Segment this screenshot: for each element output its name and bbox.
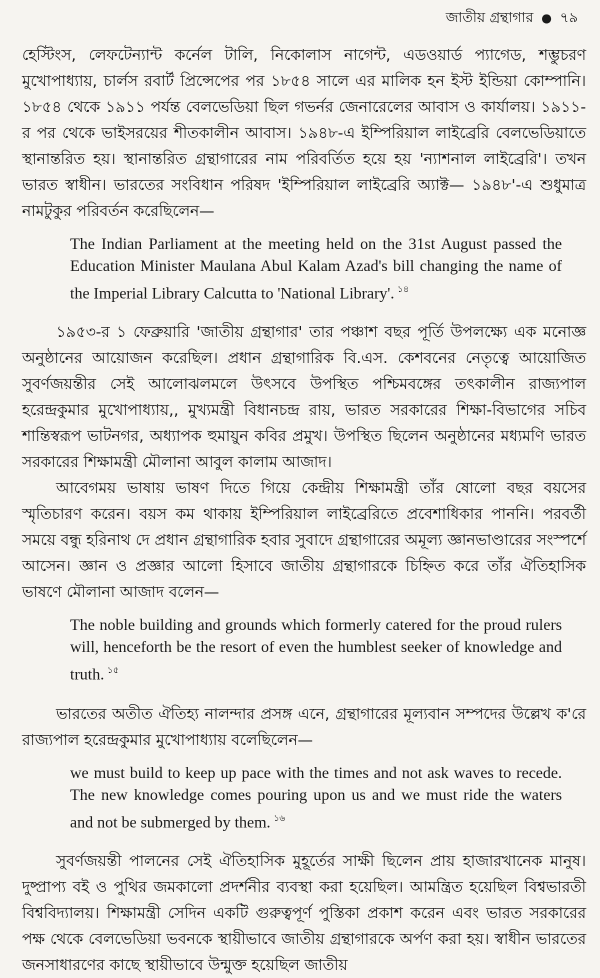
quote-governor — [70, 763, 562, 834]
quote-azad — [70, 615, 562, 686]
footnote-ref: ১৪ — [397, 284, 409, 294]
running-header — [446, 6, 578, 30]
paragraph-history: হেস্টিংস, লেফটেন্যান্ট কর্নেল টালি, নিকোলাস নাগেন্ট, এডওয়ার্ড প্যাগেড, শম্ভুচরণ মুখোপাধ্যায়, চার্লস রবার্ট প্রিন্সেপের পর ১৮৫৪ সালে এর মালিক হন ইস্ট ইন্ডিয়া কোম্পানি। ১৮৫৪ থেকে ১৯১১ পর্যন্ত বেলভেডিয়া ছিল গভর্নর জেনারেলের আবাস ও কার্যালয়। ১৯১১-র পর থেকে ভাইসরয়ের শীতকালীন আবাস। ১৯৪৮-এ ইম্পিরিয়াল লাইব্রেরি বেলভেডিয়াতে স্থানান্তরিত হয়। স্থানান্তরিত গ্রন্থাগারের নাম পরিবর্তিত হয়ে হয় 'ন্যাশনাল লাইব্রেরি'। তখন ভারত স্বাধীন। ভারতের সংবিধান পরিষদ 'ইম্পিরিয়াল লাইব্রেরি অ্যাক্ট— ১৯৪৮'-এ শুধুমাত্র নামটুকুর পরিবর্তন করেছিলেন— — [22, 46, 586, 220]
paragraph-speech: আবেগময় ভাষায় ভাষণ দিতে গিয়ে কেন্দ্রীয় শিক্ষামন্ত্রী তাঁর ষোলো বছর বয়সের স্মৃতিচারণ করেন। বয়স কম থাকায় ইম্পিরিয়াল লাইব্রেরিতে প্রবেশাধিকার পাননি। পরবর্তী সময়ে বন্ধু হরিনাথ দে প্রধান গ্রন্থাগারিক হবার সুবাদে গ্রন্থাগারের অমূল্য জ্ঞানভাণ্ডারের সংস্পর্শে আসেন। জ্ঞান ও প্রজ্ঞার আলো হিসাবে জাতীয় গ্রন্থাগারকে চিহ্নিত করে তাঁর ঐতিহাসিক ভাষণে মৌলানা আজাদ বলেন— — [22, 479, 586, 602]
paragraph-golden-jubilee: ১৯৫৩-র ১ ফেব্রুয়ারি 'জাতীয় গ্রন্থাগার' তার পঞ্চাশ বছর পূর্তি উপলক্ষ্যে এক মনোজ্ঞ অনুষ্ঠানের আয়োজন করেছিল। প্রধান গ্রন্থাগারিক বি.এস. কেশবনের নেতৃত্বে আয়োজিত সুবর্ণজয়ন্তীর সেই আলোঝলমলে উৎসবে উপস্থিত পশ্চিমবঙ্গের তৎকালীন রাজ্যপাল হরেন্দ্রকুমার মুখোপাধ্যায়,, মুখ্যমন্ত্রী বিধানচন্দ্র রায়, ভারত সরকারের শিক্ষা-বিভাগের সচিব শান্তিস্বরূপ ভাটনগর, অধ্যাপক হুমায়ুন কবির প্রমুখ। উপস্থিত ছিলেন অনুষ্ঠানের মধ্যমণি ভারত সরকারের শিক্ষামন্ত্রী মৌলানা আবুল কালাম আজাদ। — [22, 323, 586, 472]
quote-text: The Indian Parliament at the meeting held on the 31st August passed the Education Minister Maulana Abul Kalam Azad's bill changing the name of the Imperial Library Calcutta to 'National Library'. — [70, 236, 562, 303]
footnote-ref: ১৬ — [273, 812, 286, 823]
quote-parliament — [70, 234, 562, 305]
quote-text: we must build to keep up pace with the times and not ask waves to recede. The new knowledge comes pouring upon us and we must ride the waters and not be submerged by them. — [70, 764, 562, 831]
paragraph-governor: ভারতের অতীত ঐতিহ্য নালন্দার প্রসঙ্গ এনে, গ্রন্থাগারের মূল্যবান সম্পদের উল্লেখ ক'রে রাজ্যপাল হরেন্দ্রকুমার মুখোপাধ্যায় বলেছিলেন— — [22, 704, 586, 749]
footnote-ref: ১৫ — [107, 665, 119, 676]
paragraph-celebration: সুবর্ণজয়ন্তী পালনের সেই ঐতিহাসিক মুহূর্তের সাক্ষী ছিলেন প্রায় হাজারখানেক মানুষ। দুষ্প্রাপ্য বই ও পুথির জমকালো প্রদর্শনীর ব্যবস্থা করা হয়েছিল। আমন্ত্রিত হয়েছিল বিশ্বভারতী বিশ্ববিদ্যালয়। শিক্ষামন্ত্রী সেদিন একটি গুরুত্বপূর্ণ পুস্তিকা প্রকাশ করেন এবং ভারত সরকারের পক্ষ থেকে বেলভেডিয়া ভবনকে স্থায়ীভাবে জাতীয় গ্রন্থাগারকে অর্পণ করা হয়। স্বাধীন ভারতের জনসাধারণের কাছে স্থায়ীভাবে উন্মুক্ত হয়েছিল জাতীয় — [22, 851, 586, 974]
bullet-dot: ● — [541, 11, 552, 25]
quote-text: The noble building and grounds which formerly catered for the proud rulers will, henceforth be the resort of even the humblest seeker of knowledge and truth. — [70, 617, 562, 684]
page-number: ৭৯ — [559, 10, 578, 26]
running-title: জাতীয় গ্রন্থাগার — [445, 10, 534, 26]
